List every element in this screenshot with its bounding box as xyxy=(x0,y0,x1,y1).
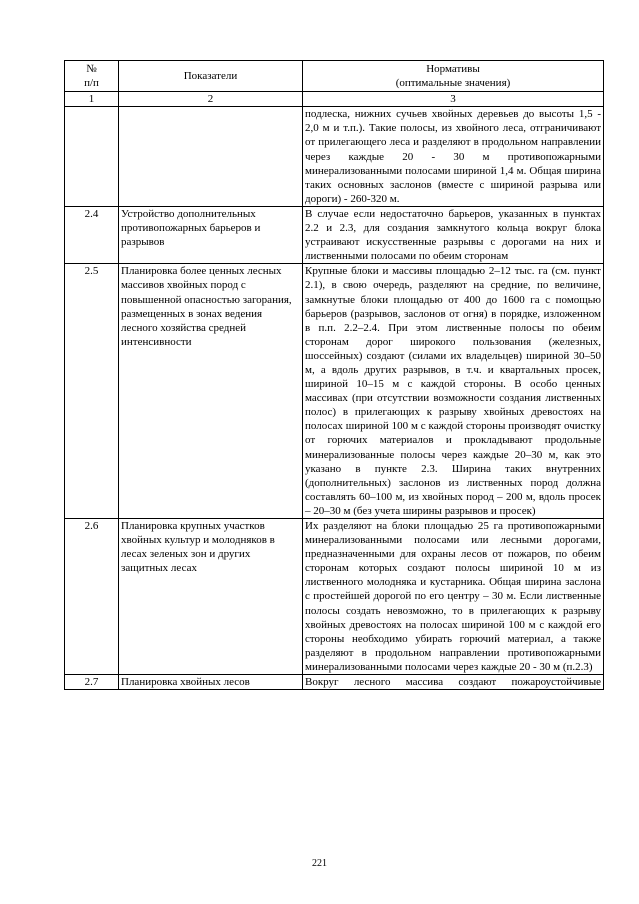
row-norm: Вокруг лесного массива создают пожароустойчивые xyxy=(303,675,604,690)
table-row xyxy=(65,675,604,690)
norms-table xyxy=(64,60,604,690)
row-indicator: Устройство дополнительных противопожарных барьеров и разрывов xyxy=(119,206,303,263)
column-number-2: 2 xyxy=(119,92,303,107)
column-number-1: 1 xyxy=(65,92,119,107)
table-row xyxy=(65,206,604,263)
row-number: 2.7 xyxy=(65,675,119,690)
row-number: 2.6 xyxy=(65,519,119,675)
row-norm: В случае если недостаточно барьеров, указанных в пунктах 2.2 и 2.3, для создания замкнутого кольца вокруг блока устраивают искусственные разрывы с дорогами на них и лиственными полосами по обеим сторонам xyxy=(303,206,604,263)
table-row xyxy=(65,264,604,519)
table-row xyxy=(65,519,604,675)
row-indicator: Планировка хвойных лесов xyxy=(119,675,303,690)
row-norm: подлеска, нижних сучьев хвойных деревьев до высоты 1,5 - 2,0 м и т.п.). Такие полосы, из хвойного леса, отграничивают от прилегающего леса и разделяют в продольном направлении через каждые 20 - 30 м противопожарными минерализованными полосами шириной 1,4 м. Общая ширина таких основных заслонов (вместе с шириной разрыва или дороги) - 260-320 м. xyxy=(303,107,604,207)
row-norm: Крупные блоки и массивы площадью 2–12 тыс. га (см. пункт 2.1), в свою очередь, разделяют на средние, по величине, замкнутые блоки площадью от 400 до 1600 га с помощью барьеров (разрывов, заслонов от огня) в порядке, изложенном в п.п. 2.2–2.4. При этом лиственные полосы по обеим сторонам дорог широкого пользования (железных, шоссейных) создают (силами их владельцев) шириной 30–50 м, а вдоль других разрывов, в т.ч. и квартальных просек, шириной 10–15 м с каждой стороны. В особо ценных массивах (при отсутствии возможности создания лиственных полос) в прилегающих к разрыву хвойных древостоях на полосах шириной 100 м с каждой стороны производят очистку от горючих материалов и прокладывают продольные минерализованные полосы через каждые 20–30 м, как это указано в пункте 2.3. Ширина таких внутренних (дополнительных) заслонов из лиственных пород должна составлять 60–100 м, из хвойных пород – 200 м, вдоль просек – 20–30 м (без учета ширины разрывов и просек) xyxy=(303,264,604,519)
row-number: 2.4 xyxy=(65,206,119,263)
header-row xyxy=(65,61,604,92)
row-indicator xyxy=(119,107,303,207)
row-number: 2.5 xyxy=(65,264,119,519)
row-norm: Их разделяют на блоки площадью 25 га противопожарными минерализованными полосами или лесными дорогами, предназначенными для охраны лесов от пожаров, по обеим сторонам которых создают полосы шириной 10 м из лиственного молодняка и кустарника. Общая ширина заслона с простейшей дорогой по его центру – 30 м. Если лиственные полосы создать невозможно, то в прилегающих к разрыву хвойных древостоях на полосах шириной 100 м с каждой его стороны необходимо убирать горючий материал, а также разделяют в продольном направлении противопожарными минерализованными полосами через каждые 20 - 30 м (п.2.3) xyxy=(303,519,604,675)
row-number xyxy=(65,107,119,207)
row-indicator: Планировка более ценных лесных массивов хвойных пород с повышенной опасностью загорания, размещенных в зонах ведения лесного хозяйства средней интенсивности xyxy=(119,264,303,519)
header-norm: Нормативы (оптимальные значения) xyxy=(303,61,604,92)
column-number-row xyxy=(65,92,604,107)
row-indicator: Планировка крупных участков хвойных культур и молодняков в лесах зеленых зон и других защитных лесах xyxy=(119,519,303,675)
page-number: 221 xyxy=(312,858,327,869)
table-row xyxy=(65,107,604,207)
header-indicator: Показатели xyxy=(119,61,303,92)
header-num: № п/п xyxy=(65,61,119,92)
column-number-3: 3 xyxy=(303,92,604,107)
